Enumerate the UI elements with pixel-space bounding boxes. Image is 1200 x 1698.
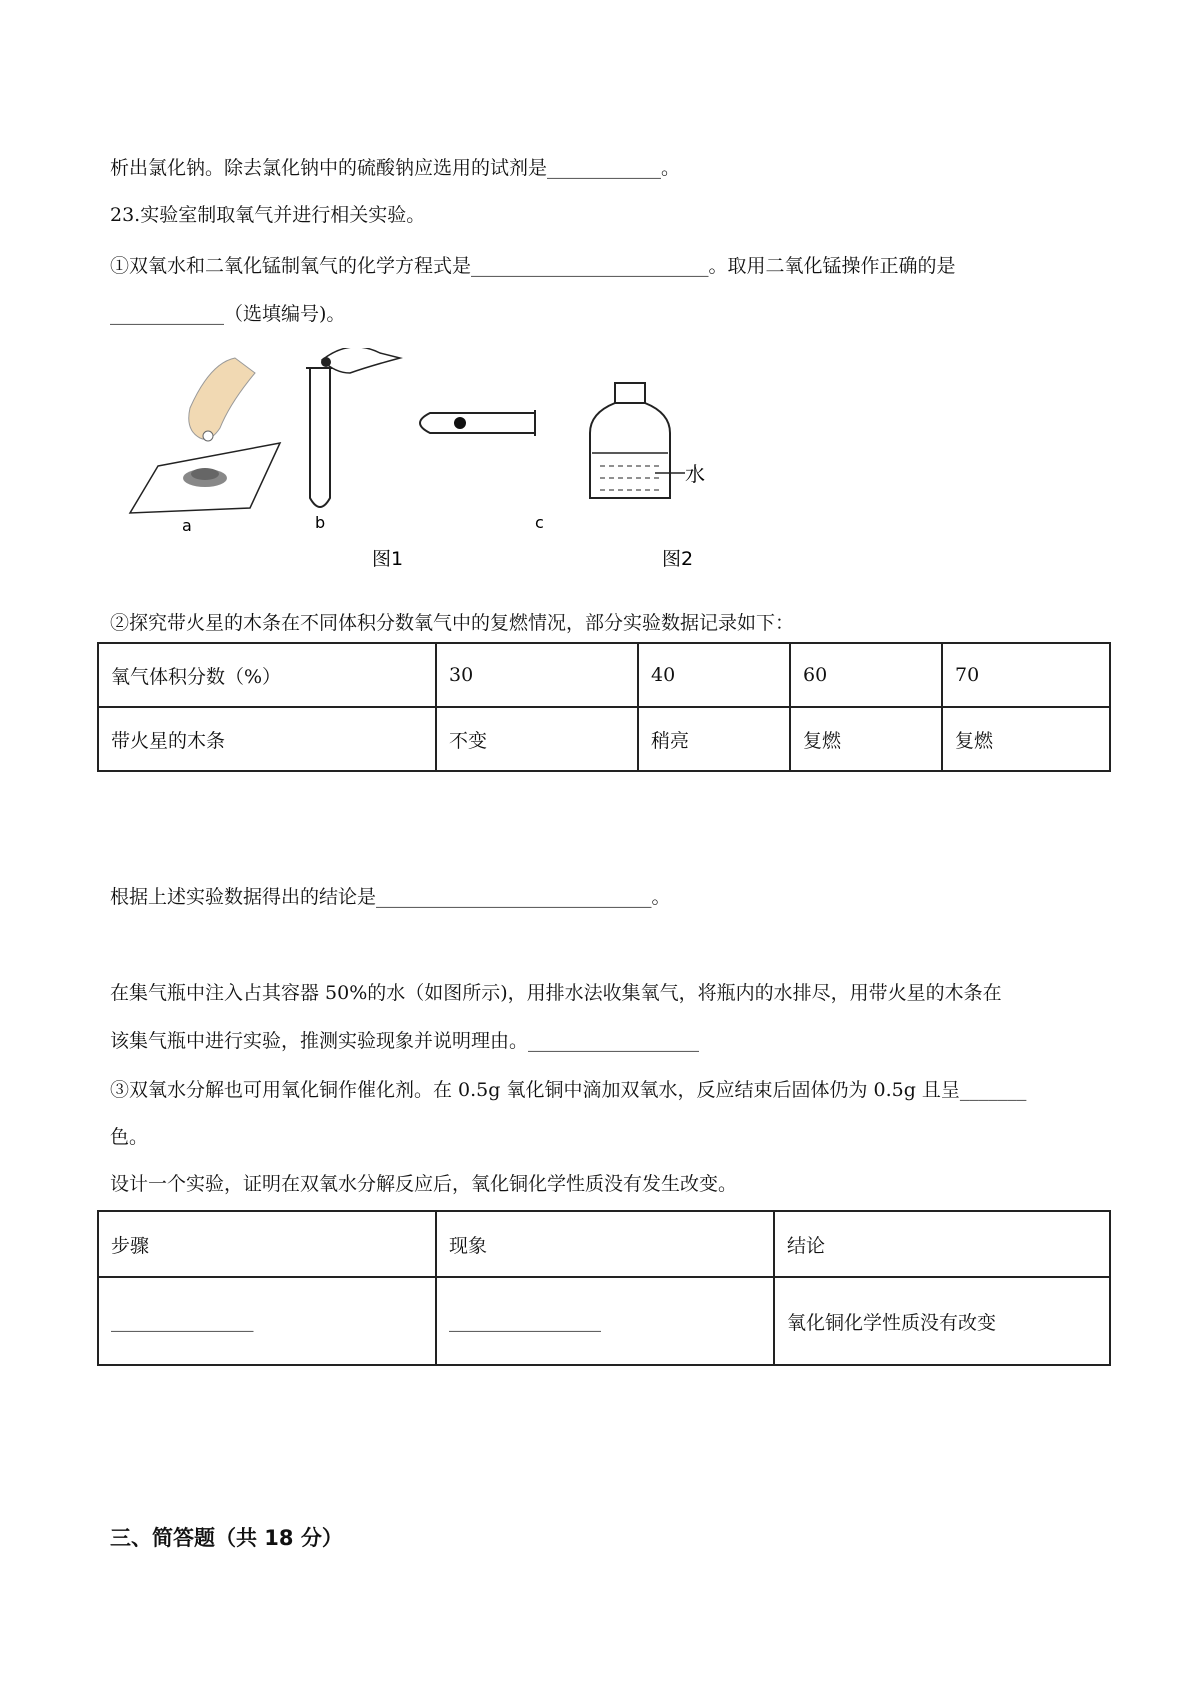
figure-2-gas-bottle [590,383,685,498]
text-line: 在集气瓶中注入占其容器 50%的水（如图所示)，用排水法收集氧气，将瓶内的水排尽，用带火星的木条在 [110,982,1002,1004]
table-cell: _______________ [98,1277,436,1365]
experiment-figure [110,348,810,578]
figure-2-caption: 图2 [662,548,694,570]
experiment-design-table [97,1210,1111,1366]
text-line: 色。 [110,1126,149,1148]
table-cell: 60 [790,643,942,707]
text-line: ②探究带火星的木条在不同体积分数氧气中的复燃情况，部分实验数据记录如下： [110,612,795,634]
text-line: ①双氧水和二氧化锰制氧气的化学方程式是_________________________。取用二氧化锰操作正确的是 [110,255,956,277]
question-23-title: 23.实验室制取氧气并进行相关实验。 [110,204,426,226]
table-cell: 稍亮 [638,707,790,771]
text-line: 设计一个实验，证明在双氧水分解反应后，氧化铜化学性质没有发生改变。 [110,1173,738,1195]
text-line: ____________（选填编号)。 [110,303,346,325]
text-line: 析出氯化钠。除去氯化钠中的硫酸钠应选用的试剂是____________。 [110,157,681,179]
label-b: b [315,513,326,532]
oxygen-data-table [97,642,1111,772]
table-cell: 30 [436,643,638,707]
table-row [98,707,1110,771]
table-header-cell: 现象 [436,1211,774,1277]
table-row [98,1277,1110,1365]
table-row [98,643,1110,707]
table-header-cell: 步骤 [98,1211,436,1277]
table-cell: 带火星的木条 [98,707,436,771]
table-cell: 氧化铜化学性质没有改变 [774,1277,1110,1365]
text-line: 该集气瓶中进行实验，推测实验现象并说明理由。__________________ [110,1030,700,1052]
water-label: 水 [685,462,705,486]
label-c: c [535,513,544,532]
table-header-cell: 结论 [774,1211,1110,1277]
table-cell: 复燃 [790,707,942,771]
table-cell: 70 [942,643,1110,707]
section-heading: 三、简答题（共 18 分） [110,1526,343,1550]
table-cell: 不变 [436,707,638,771]
figure-a-powder-on-paper [130,358,280,513]
table-row [98,1211,1110,1277]
table-cell: 40 [638,643,790,707]
label-a: a [182,516,192,535]
figure-b-test-tube [306,348,400,507]
text-line: ③双氧水分解也可用氧化铜作催化剂。在 0.5g 氧化铜中滴加双氧水，反应结束后固体仍为 0.5g 且呈_______ [110,1079,1027,1101]
table-cell: 复燃 [942,707,1110,771]
figure-1-caption: 图1 [372,548,404,570]
figure-c-horizontal-tube [420,410,535,436]
table-cell: ________________ [436,1277,774,1365]
text-line: 根据上述实验数据得出的结论是_____________________________。 [110,886,671,908]
table-cell: 氧气体积分数（%） [98,643,436,707]
